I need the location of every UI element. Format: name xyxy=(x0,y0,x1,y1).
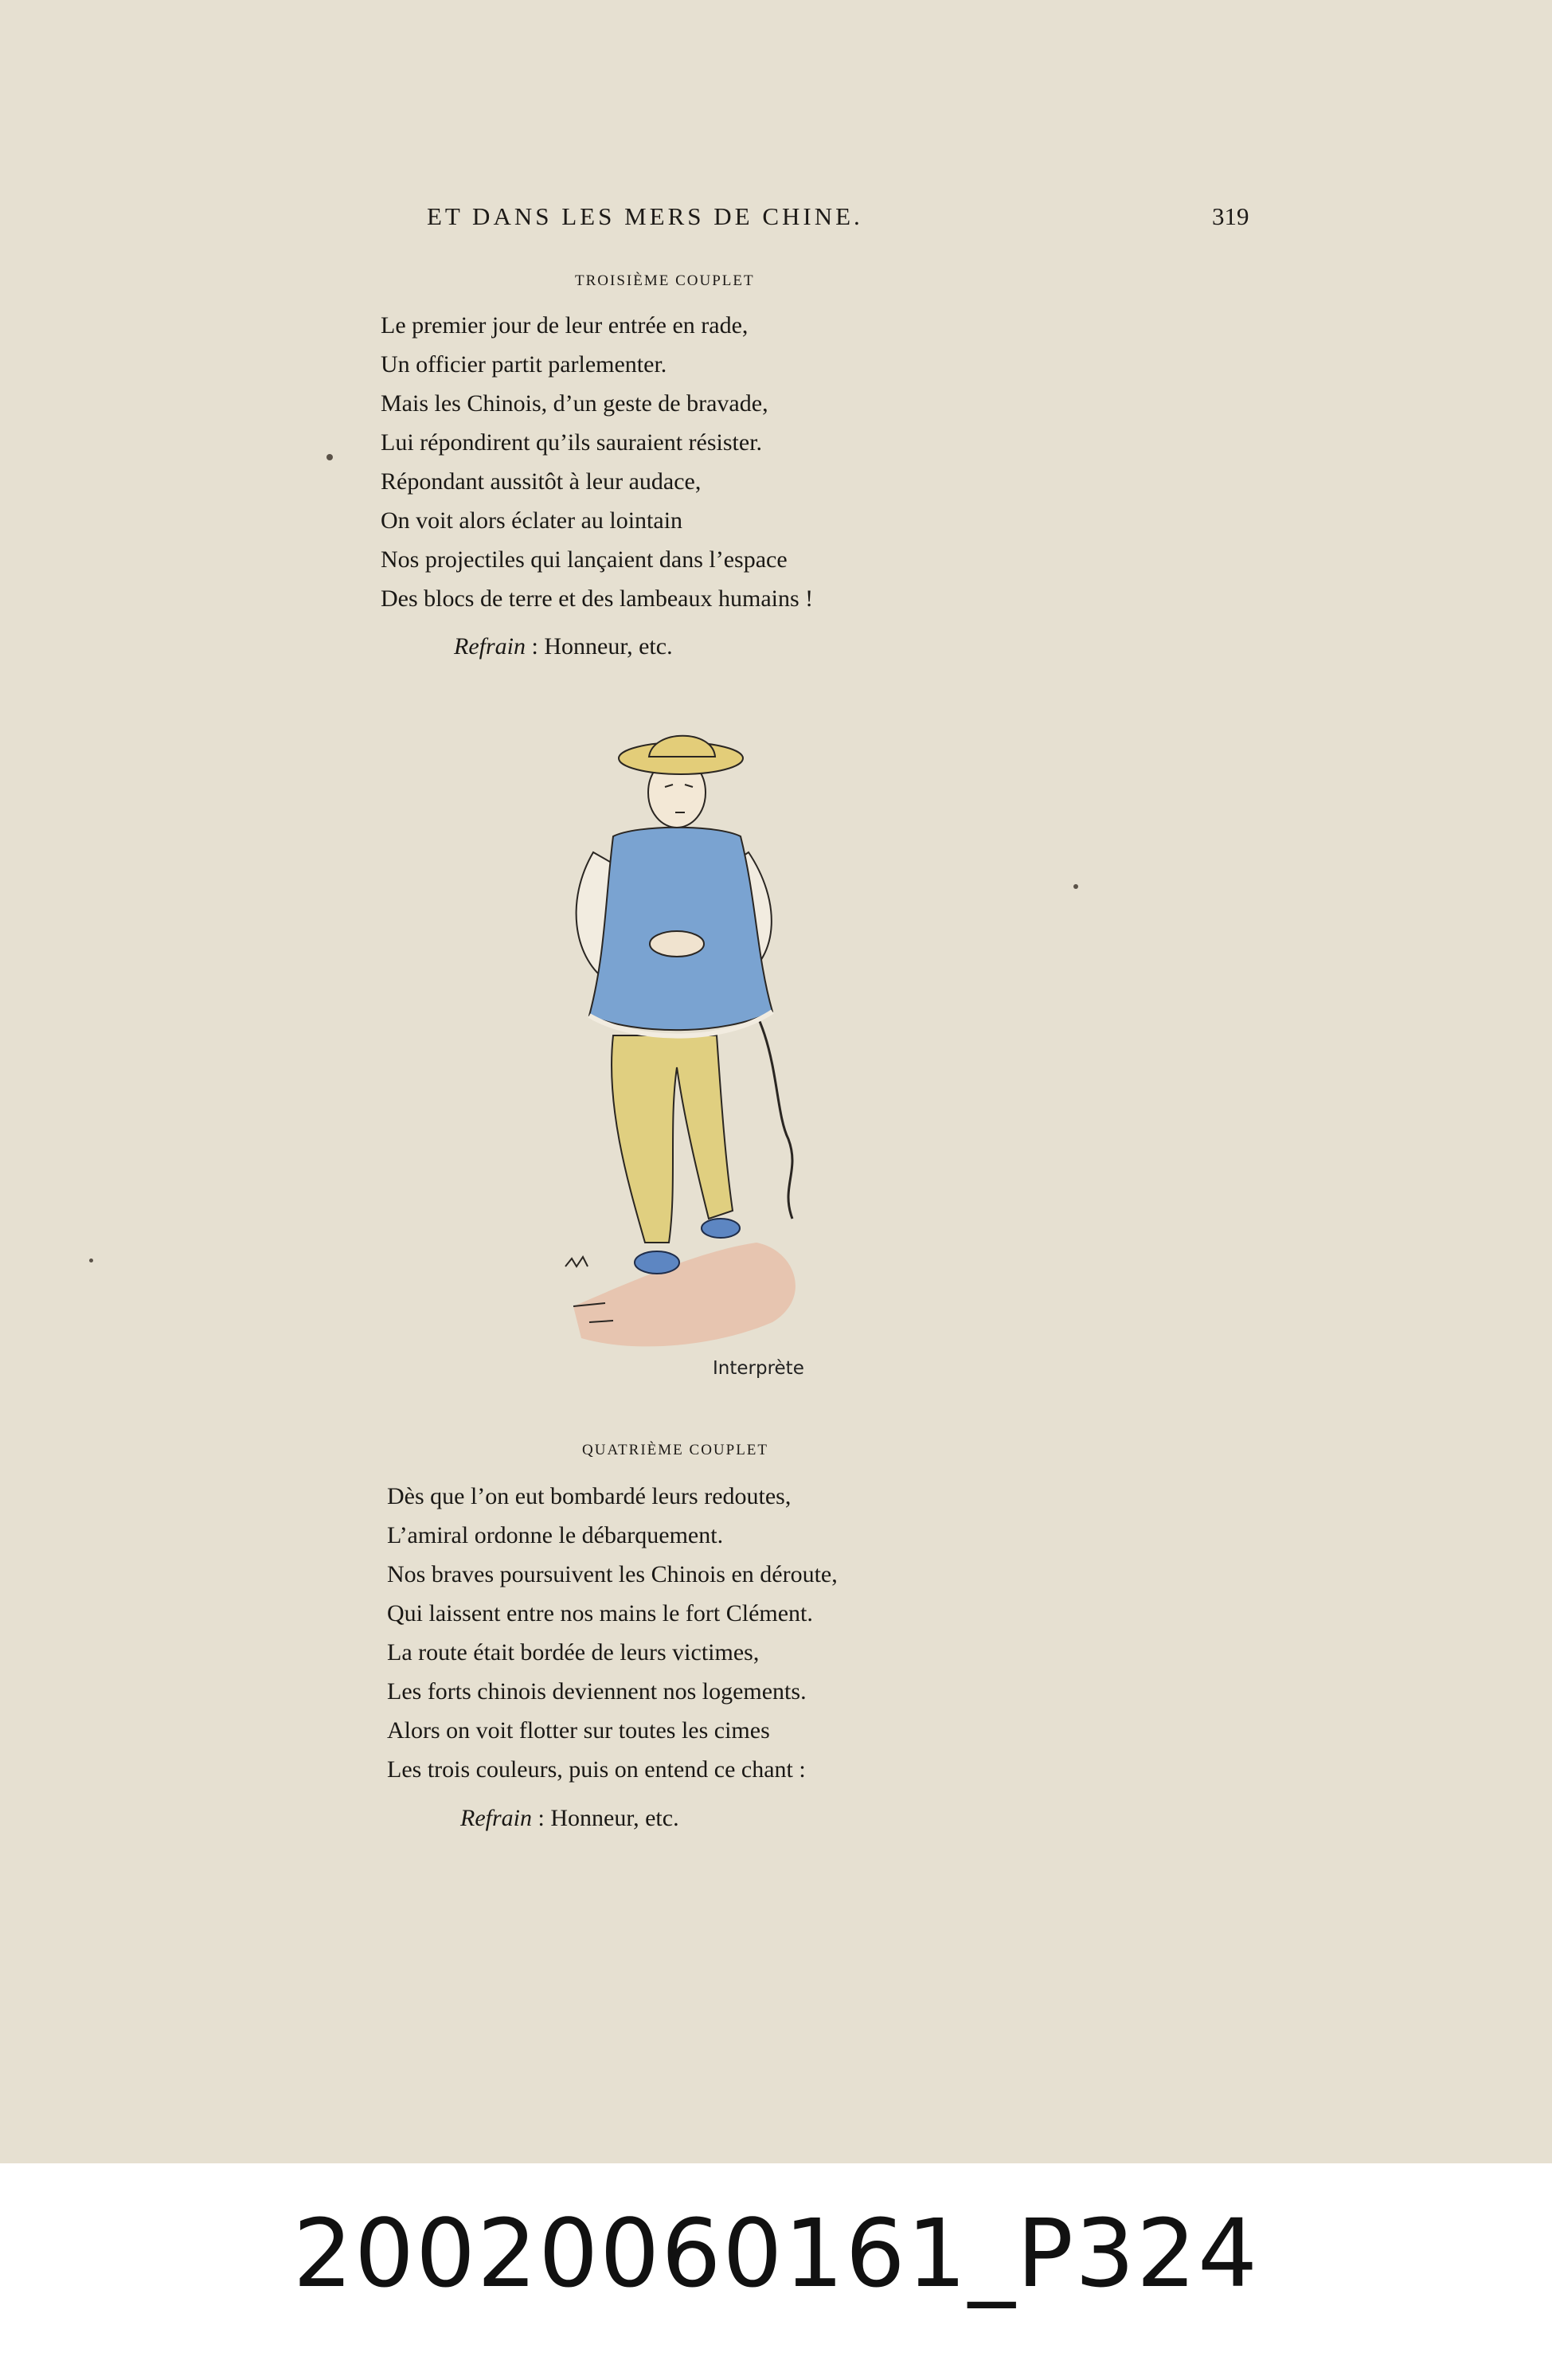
verse-line: Répondant aussitôt à leur audace, xyxy=(381,468,702,495)
refrain-label: Refrain xyxy=(460,1805,532,1831)
verse-line: Lui répondirent qu’ils sauraient résister. xyxy=(381,429,763,456)
verse-line: Mais les Chinois, d’un geste de bravade, xyxy=(381,390,768,417)
verse-line: Qui laissent entre nos mains le fort Clément. xyxy=(387,1600,813,1626)
ground-wash xyxy=(573,1243,796,1346)
verse-line: Nos braves poursuivent les Chinois en déroute, xyxy=(387,1561,838,1587)
verse-line: Dès que l’on eut bombardé leurs redoutes, xyxy=(387,1483,792,1509)
verse-line: Nos projectiles qui lançaient dans l’espace xyxy=(381,546,788,573)
interpreter-illustration xyxy=(518,693,860,1410)
paper-speck xyxy=(89,1259,93,1262)
left-shoe xyxy=(635,1251,679,1274)
stanza-4-heading: QUATRIÈME COUPLET xyxy=(582,1442,769,1458)
verse-line: Des blocs de terre et des lambeaux humains ! xyxy=(381,585,814,612)
stanza-4 xyxy=(387,1477,838,1789)
refrain-label: Refrain xyxy=(454,633,526,660)
paper-speck xyxy=(1073,884,1078,889)
stanza-4-refrain xyxy=(460,1805,679,1832)
verse-line: L’amiral ordonne le débarquement. xyxy=(387,1522,724,1548)
verse-line: Les forts chinois deviennent nos logements. xyxy=(387,1678,807,1705)
illustration-caption: Interprète xyxy=(713,1358,804,1379)
paper-speck xyxy=(326,454,333,460)
verse-line: Les trois couleurs, puis on entend ce chant : xyxy=(387,1756,806,1783)
page-number: 319 xyxy=(1212,202,1249,230)
verse-line: Alors on voit flotter sur toutes les cimes xyxy=(387,1717,770,1744)
verse-line: On voit alors éclater au lointain xyxy=(381,507,683,534)
hat-crown xyxy=(649,736,715,757)
refrain-text: : Honneur, etc. xyxy=(538,1805,679,1831)
verse-line: Le premier jour de leur entrée en rade, xyxy=(381,312,749,339)
stanza-3-refrain xyxy=(454,633,673,660)
refrain-text: : Honneur, etc. xyxy=(531,633,673,660)
stanza-3 xyxy=(381,306,813,618)
hands xyxy=(650,931,704,957)
verse-line: La route était bordée de leurs victimes, xyxy=(387,1639,760,1666)
right-shoe xyxy=(702,1219,740,1238)
trousers xyxy=(612,1035,733,1243)
stanza-3-heading: TROISIÈME COUPLET xyxy=(575,272,755,289)
verse-line: Un officier partit parlementer. xyxy=(381,351,667,378)
blue-tunic xyxy=(589,828,772,1030)
image-identifier: 20020060161_P324 xyxy=(292,2198,1260,2308)
running-head: ET DANS LES MERS DE CHINE. xyxy=(427,202,863,230)
